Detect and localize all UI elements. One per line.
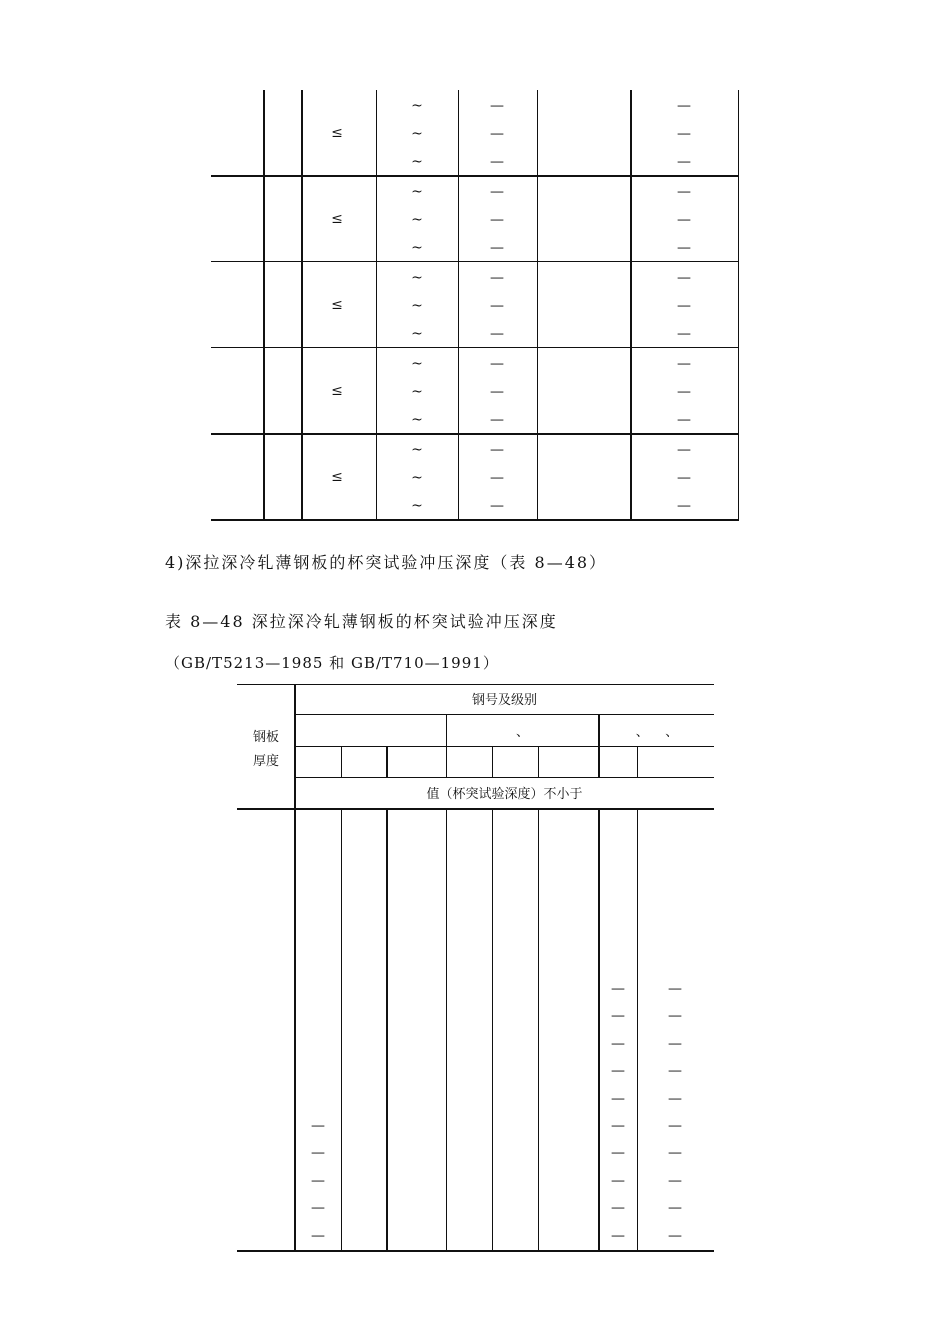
bottom-table-vline [446,810,447,1251]
table-standard: （GB/T5213—1985 和 GB/T710—1991） [165,654,499,672]
dash-mark: — [611,1227,625,1244]
dash-mark: — [677,154,691,170]
dash-mark: — [490,356,504,372]
dash-mark: — [490,498,504,514]
tilde-mark: ~ [411,498,423,514]
bottom-table-vline [446,714,447,777]
dash-mark: — [677,126,691,142]
le-symbol: ≤ [331,469,343,485]
dash-mark: — [668,1090,682,1107]
dash-mark: — [611,1063,625,1080]
dash-mark: — [611,1008,625,1025]
dash-mark: — [490,326,504,342]
dash-mark: — [668,1200,682,1217]
bottom-table-vline [637,746,638,777]
bottom-table-header-bottom [237,808,714,810]
tilde-mark: ~ [411,470,423,486]
bottom-table-vline [492,746,493,777]
bottom-table-vline [538,810,539,1251]
dash-mark: — [677,240,691,256]
dash-mark: — [677,470,691,486]
row-header-line1: 钢板 [252,730,279,745]
section-heading: 4)深拉深冷轧薄钢板的杯突试验冲压深度（表 8—48） [165,553,608,572]
tilde-mark: ~ [411,298,423,314]
value-header: 值（杯突试验深度）不小于 [426,787,583,802]
dash-mark: — [668,1063,682,1080]
tilde-mark: ~ [411,356,423,372]
dash-mark: — [490,270,504,286]
bottom-table-vline [386,810,388,1251]
le-symbol: ≤ [331,211,343,227]
tilde-mark: ~ [411,98,423,114]
dash-mark: — [311,1145,325,1162]
dash-mark: — [311,1227,325,1244]
group3-commas: 、 、 [635,725,679,740]
tilde-mark: ~ [411,184,423,200]
dash-mark: — [490,126,504,142]
dash-mark: — [611,1172,625,1189]
dash-mark: — [677,384,691,400]
bottom-table-vline [598,810,600,1251]
dash-mark: — [490,98,504,114]
bottom-table-vline [341,746,342,777]
dash-mark: — [611,1145,625,1162]
tilde-mark: ~ [411,154,423,170]
bottom-table-vline [598,714,600,777]
dash-mark: — [490,384,504,400]
steel-grade-header: 钢号及级别 [471,693,537,708]
bottom-table-vline [386,746,388,777]
row-header-line2: 厚度 [252,754,279,769]
le-symbol: ≤ [331,297,343,313]
dash-mark: — [311,1172,325,1189]
dash-mark: — [490,298,504,314]
bottom-table-vline [341,810,342,1251]
dash-mark: — [311,1200,325,1217]
dash-mark: — [677,356,691,372]
dash-mark: — [611,1118,625,1134]
dash-mark: — [611,1035,625,1052]
tilde-mark: ~ [411,212,423,228]
dash-mark: — [611,1200,625,1217]
bottom-table-vline [294,684,296,1252]
le-symbol: ≤ [331,125,343,141]
dash-mark: — [490,442,504,458]
dash-mark: — [668,1008,682,1025]
le-symbol: ≤ [331,383,343,399]
tilde-mark: ~ [411,384,423,400]
dash-mark: — [677,184,691,200]
bottom-table-bottom-border [237,1250,714,1252]
dash-mark: — [490,184,504,200]
bottom-table-top-border [237,684,714,685]
dash-mark: — [677,98,691,114]
dash-mark: — [490,154,504,170]
dash-mark: — [668,1145,682,1162]
dash-mark: — [677,442,691,458]
tilde-mark: ~ [411,126,423,142]
bottom-table-vline [538,746,539,777]
dash-mark: — [668,1118,682,1134]
dash-mark: — [677,498,691,514]
dash-mark: — [490,412,504,428]
tilde-mark: ~ [411,240,423,256]
tilde-mark: ~ [411,412,423,428]
dash-mark: — [668,981,682,997]
dash-mark: — [668,1172,682,1189]
dash-mark: — [677,412,691,428]
tilde-mark: ~ [411,442,423,458]
bottom-table-hline [295,746,714,747]
dash-mark: — [311,1118,325,1134]
dash-mark: — [611,1090,625,1107]
dash-mark: — [677,326,691,342]
group2-comma: 、 [515,725,529,740]
dash-mark: — [668,1227,682,1244]
tilde-mark: ~ [411,270,423,286]
dash-mark: — [490,240,504,256]
dash-mark: — [677,298,691,314]
dash-mark: — [490,212,504,228]
bottom-table-hline [295,714,714,715]
dash-mark: — [677,270,691,286]
dash-mark: — [668,1035,682,1052]
dash-mark: — [677,212,691,228]
dash-mark: — [490,470,504,486]
bottom-table-vline [637,810,638,1251]
tilde-mark: ~ [411,326,423,342]
bottom-table-vline [492,810,493,1251]
table-caption: 表 8—48 深拉深冷轧薄钢板的杯突试验冲压深度 [165,612,558,631]
bottom-table-hline [295,777,714,778]
dash-mark: — [611,981,625,997]
